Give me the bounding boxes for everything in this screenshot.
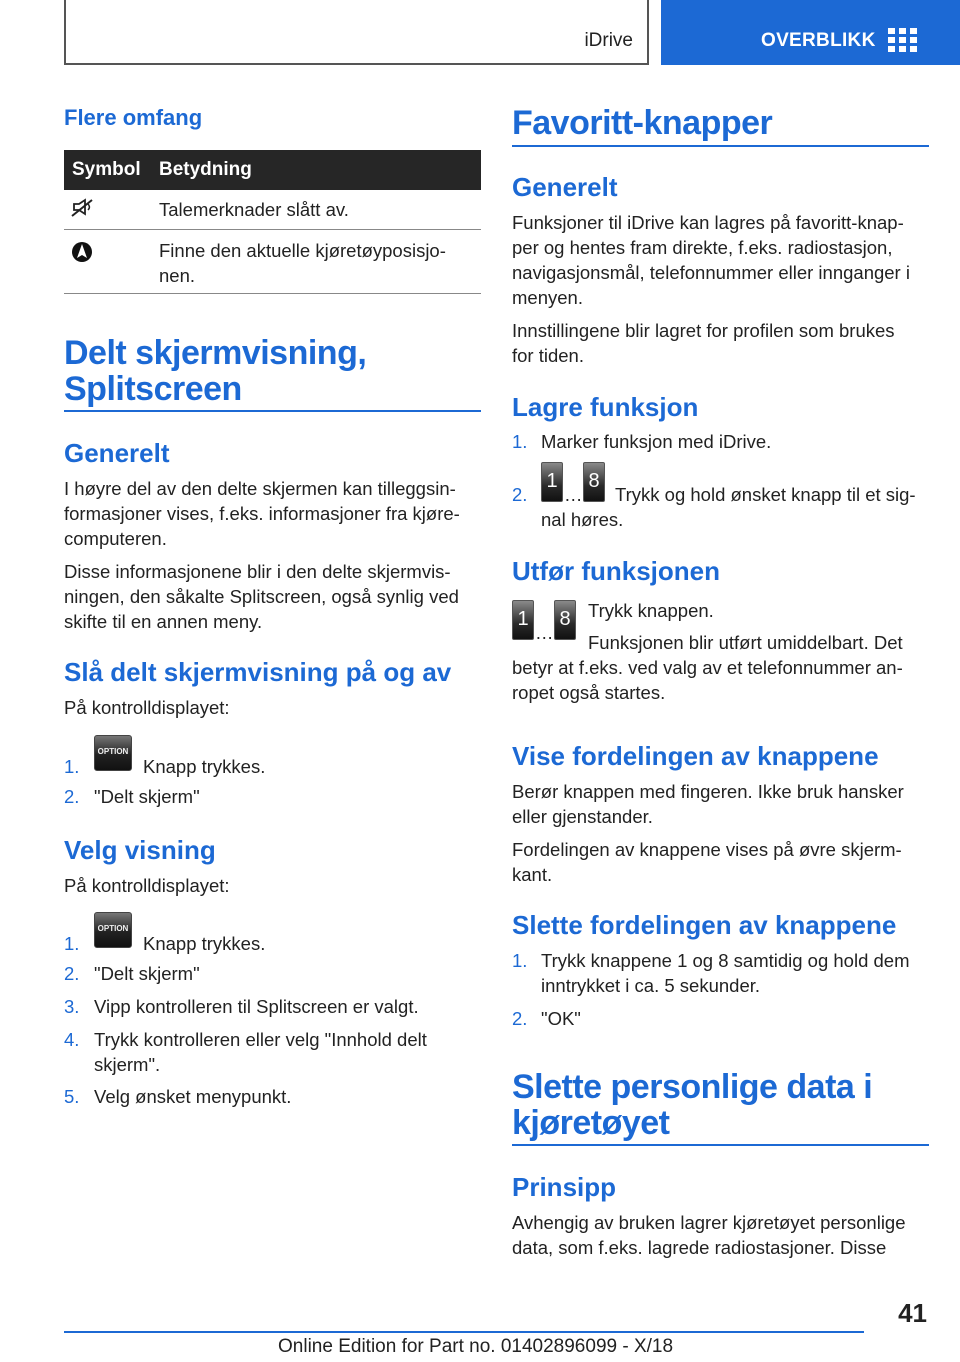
sla-delt-heading: Slå delt skjermvisning på og av — [64, 657, 452, 687]
symbol-table-header — [64, 150, 481, 190]
prinsipp-p-line2: data, som f.eks. lagrede radiostasjoner. Disse — [512, 1237, 887, 1258]
slette-step-2-text: "OK" — [541, 1008, 581, 1029]
table-header-meaning: Betydning — [159, 159, 252, 180]
generelt-right-p1-line2: per og hentes fram direkte, f.eks. radiostasjon, — [512, 237, 893, 258]
slette-step-1-text-line1: Trykk knappene 1 og 8 samtidig og hold dem — [541, 950, 910, 971]
mute-speech-icon — [71, 198, 95, 218]
generelt-left-p1-line2: formasjoner vises, f.eks. informasjoner fra kjøre- — [64, 503, 460, 524]
slette-fordelingen-heading: Slette fordelingen av knappene — [512, 910, 897, 940]
generelt-right-p2-line1: Innstillingene blir lagret for profilen som brukes — [512, 320, 895, 341]
step-number: 2. — [512, 484, 528, 505]
table-row-2-meaning-line2: nen. — [159, 265, 196, 286]
generelt-right-p1-line1: Funksjoner til iDrive kan lagres på favoritt-knap- — [512, 212, 904, 233]
velg-step-4-text-line1: Trykk kontrolleren eller velg "Innhold delt — [94, 1029, 427, 1050]
step-number: 3. — [64, 996, 80, 1017]
slette-personlige-title-line2: kjøretøyet — [512, 1104, 670, 1142]
vise-p1-line2: eller gjenstander. — [512, 806, 653, 827]
slette-personlige-title-line1: Slette personlige data i — [512, 1068, 873, 1106]
overview-label: OVERBLIKK — [761, 30, 876, 51]
favorite-key-1-icon: 1 — [512, 600, 534, 640]
table-row-2-meaning-line1: Finne den aktuelle kjøretøyposisjo- — [159, 240, 446, 261]
prinsipp-heading: Prinsipp — [512, 1172, 617, 1202]
header-section-tab[interactable] — [64, 0, 649, 65]
favorite-key-8-icon: 8 — [554, 600, 576, 640]
generelt-left-p2-line1: Disse informasjonene blir i den delte skjermvis- — [64, 561, 451, 582]
velg-intro: På kontrolldisplayet: — [64, 875, 230, 896]
table-header-symbol: Symbol — [72, 159, 141, 180]
generelt-heading-right: Generelt — [512, 172, 618, 202]
option-button-label: OPTION — [97, 747, 129, 756]
generelt-left-p1-line3: computeren. — [64, 528, 167, 549]
grid-icon — [888, 28, 918, 52]
step-number: 5. — [64, 1086, 80, 1107]
section-rule — [512, 1144, 929, 1146]
vise-p1-line1: Berør knappen med fingeren. Ikke bruk hansker — [512, 781, 904, 802]
sla-step-2-text: "Delt skjerm" — [94, 786, 200, 807]
utfor-p1: Trykk knappen. — [588, 600, 714, 621]
generelt-left-p2-line2: ningen, den såkalte Splitscreen, også synlig ved — [64, 586, 459, 607]
lagre-step-1-text: Marker funksjon med iDrive. — [541, 431, 772, 452]
edition-footer: Online Edition for Part no. 01402896099 - X/18 — [278, 1336, 674, 1357]
delt-skjermvisning-title-line2: Splitscreen — [64, 370, 242, 408]
section-rule — [512, 145, 929, 147]
vehicle-position-icon — [71, 241, 93, 263]
step-number: 1. — [512, 950, 528, 971]
key-ellipsis: … — [535, 622, 554, 643]
table-row-1-meaning: Talemerknader slått av. — [159, 199, 349, 220]
step-number: 2. — [64, 963, 80, 984]
table-divider — [64, 229, 481, 230]
step-number: 4. — [64, 1029, 80, 1050]
velg-visning-heading: Velg visning — [64, 835, 216, 865]
velg-step-4-text-line2: skjerm". — [94, 1054, 161, 1075]
sla-intro: På kontrolldisplayet: — [64, 697, 230, 718]
lagre-step-2-text-line2: nal høres. — [541, 509, 624, 530]
step-number: 2. — [512, 1008, 528, 1029]
favorite-key-1-icon: 1 — [541, 462, 563, 502]
favorite-key-8-icon: 8 — [583, 462, 605, 502]
vise-p2-line2: kant. — [512, 864, 553, 885]
table-bottom-rule — [64, 293, 481, 294]
lagre-funksjon-heading: Lagre funksjon — [512, 392, 699, 422]
prinsipp-p-line1: Avhengig av bruken lagrer kjøretøyet personlige — [512, 1212, 906, 1233]
sla-step-1-text: Knapp trykkes. — [143, 756, 266, 777]
generelt-heading-left: Generelt — [64, 438, 170, 468]
option-button-icon — [94, 735, 132, 771]
delt-skjermvisning-title-line1: Delt skjermvisning, — [64, 334, 367, 372]
step-number: 1. — [512, 431, 528, 452]
velg-step-2-text: "Delt skjerm" — [94, 963, 200, 984]
vise-p2-line1: Fordelingen av knappene vises på øvre skjerm- — [512, 839, 902, 860]
utfor-p2-line3: ropet også startes. — [512, 682, 666, 703]
step-number: 1. — [64, 756, 80, 777]
utfor-p2-line1: Funksjonen blir utført umiddelbart. Det — [588, 632, 903, 653]
generelt-right-p1-line3: navigasjonsmål, telefonnummer eller innganger i — [512, 262, 910, 283]
header-section-label: iDrive — [584, 30, 633, 51]
velg-step-5-text: Velg ønsket menypunkt. — [94, 1086, 292, 1107]
flere-omfang-heading: Flere omfang — [64, 105, 203, 130]
lagre-step-2-text-line1: Trykk og hold ønsket knapp til et sig- — [615, 484, 916, 505]
velg-step-3-text: Vipp kontrolleren til Splitscreen er valgt. — [94, 996, 419, 1017]
vise-fordelingen-heading: Vise fordelingen av knappene — [512, 741, 879, 771]
option-button-icon — [94, 912, 132, 948]
generelt-right-p1-line4: menyen. — [512, 287, 583, 308]
step-number: 1. — [64, 933, 80, 954]
generelt-right-p2-line2: for tiden. — [512, 345, 584, 366]
generelt-left-p2-line3: skifte til en annen meny. — [64, 611, 263, 632]
slette-step-1-text-line2: inntrykket i ca. 5 sekunder. — [541, 975, 761, 996]
section-rule — [64, 410, 481, 412]
key-ellipsis: … — [564, 484, 583, 505]
favoritt-knapper-title: Favoritt-knapper — [512, 104, 773, 142]
utfor-funksjonen-heading: Utfør funksjonen — [512, 556, 720, 586]
step-number: 2. — [64, 786, 80, 807]
page-number: 41 — [898, 1298, 927, 1328]
option-button-label: OPTION — [97, 924, 129, 933]
generelt-left-p1-line1: I høyre del av den delte skjermen kan tilleggsin- — [64, 478, 456, 499]
utfor-p2-line2: betyr at f.eks. ved valg av et telefonnummer an- — [512, 657, 903, 678]
footer-rule — [64, 1331, 864, 1333]
velg-step-1-text: Knapp trykkes. — [143, 933, 266, 954]
overview-button[interactable] — [661, 0, 960, 65]
